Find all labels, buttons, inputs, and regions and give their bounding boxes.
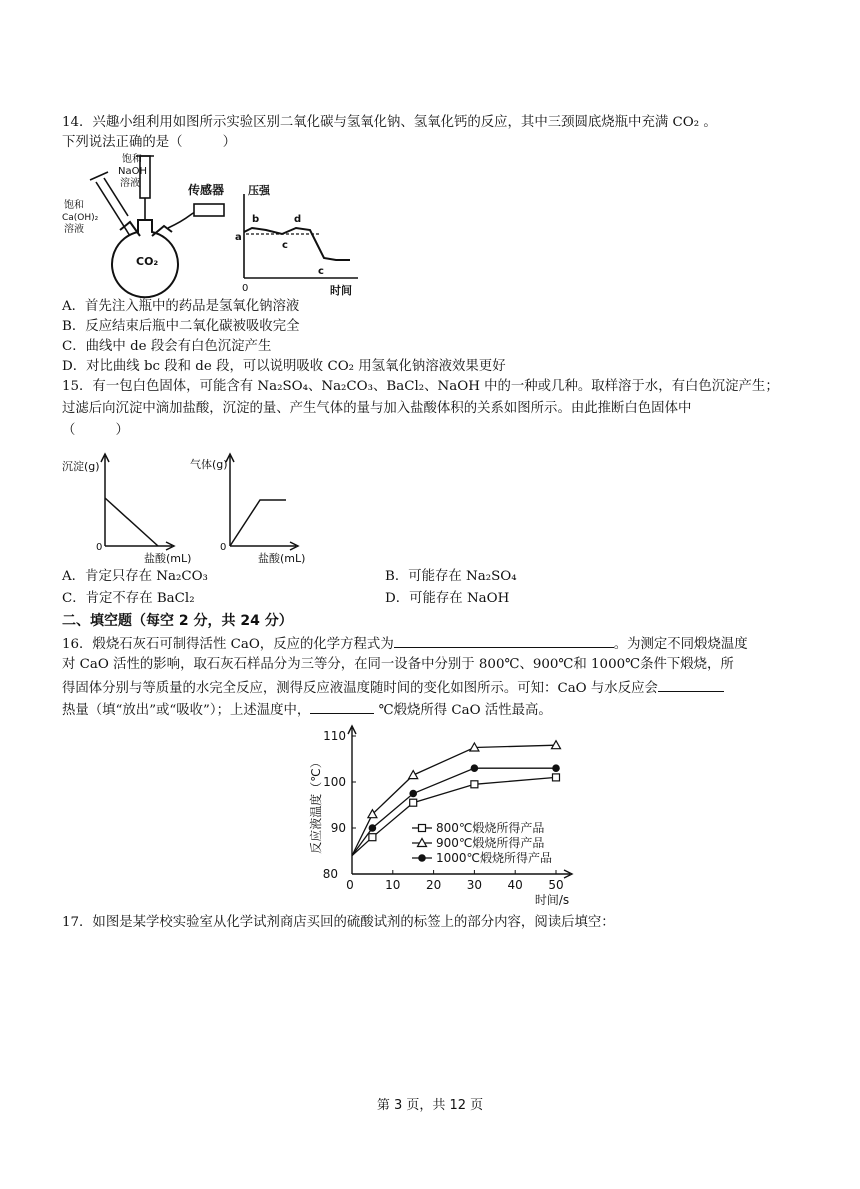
q16-line-4 bbox=[62, 700, 552, 720]
q14-apparatus-figure bbox=[60, 150, 370, 298]
x-axis-title: 时间/s bbox=[534, 893, 570, 907]
pressure-graph bbox=[244, 194, 358, 278]
data-point-square bbox=[410, 799, 417, 806]
y-tick-label: 110 bbox=[323, 729, 346, 743]
label-naoh-3: 溶液 bbox=[120, 178, 140, 189]
point-d: d bbox=[294, 214, 302, 225]
data-point-square bbox=[553, 774, 560, 781]
x-tick-label: 10 bbox=[385, 878, 401, 892]
x-tick-label: 0 bbox=[346, 878, 354, 892]
data-point-square bbox=[471, 781, 478, 788]
data-point-circle bbox=[552, 764, 560, 772]
graph2-xlabel: 盐酸(mL) bbox=[258, 552, 306, 565]
answer-blank-equation[interactable] bbox=[394, 634, 614, 648]
q16-line-3 bbox=[62, 678, 724, 698]
q15-graphs bbox=[60, 450, 306, 570]
y-tick-label: 80 bbox=[322, 867, 338, 881]
q15-stem-3: （ ） bbox=[62, 423, 129, 438]
y-tick-label: 90 bbox=[330, 821, 346, 835]
x-tick-label: 20 bbox=[425, 878, 442, 892]
q16-line-2: 对 CaO 活性的影响，取石灰石样品分为三等分，在同一设备中分别于 800℃、900℃和 1000℃条件下煅烧，所 bbox=[62, 657, 734, 672]
data-point-triangle bbox=[409, 771, 418, 779]
answer-blank-heat[interactable] bbox=[658, 678, 724, 692]
q15-option-a: A．肯定只存在 Na₂CO₃ bbox=[62, 569, 208, 584]
legend-label: 900℃煅烧所得产品 bbox=[436, 836, 545, 850]
q15-option-b: B．可能存在 Na₂SO₄ bbox=[385, 569, 517, 584]
graph1-ylabel: 沉淀(g) bbox=[62, 460, 100, 473]
graph-origin: 0 bbox=[242, 283, 249, 294]
q14-option-c: C．曲线中 de 段会有白色沉淀产生 bbox=[62, 339, 272, 354]
graph1-xlabel: 盐酸(mL) bbox=[144, 552, 192, 565]
label-naoh-2: NaOH bbox=[118, 166, 147, 177]
q15-stem-2: 过滤后向沉淀中滴加盐酸，沉淀的量、产生气体的量与加入盐酸体积的关系如图所示。由此推断白色固体中 bbox=[62, 401, 692, 416]
q15-option-d: D．可能存在 NaOH bbox=[385, 591, 510, 606]
q16-line-4a: 热量（填“放出”或“吸收”）；上述温度中， bbox=[62, 703, 311, 718]
data-point-circle bbox=[418, 854, 426, 862]
page-footer: 第 3 页，共 12 页 bbox=[376, 1098, 484, 1113]
point-c1: c bbox=[282, 240, 288, 251]
q14-option-a: A．首先注入瓶中的药品是氢氧化钠溶液 bbox=[62, 299, 300, 314]
q17-stem: 17．如图是某学校实验室从化学试剂商店买回的硫酸试剂的标签上的部分内容，阅读后填空： bbox=[62, 915, 615, 930]
label-naoh-1: 饱和 bbox=[122, 154, 142, 165]
data-point-circle bbox=[471, 764, 479, 772]
q16-line-1b: 。为测定不同煅烧温度 bbox=[613, 637, 748, 652]
x-tick-label: 40 bbox=[507, 878, 523, 892]
label-flask-gas: CO₂ bbox=[136, 255, 159, 268]
q16-line-1 bbox=[62, 634, 748, 654]
label-sensor: 传感器 bbox=[188, 183, 225, 197]
pressure-axis-label: 压强 bbox=[248, 184, 270, 197]
point-b: b bbox=[252, 214, 260, 225]
temperature-chart bbox=[300, 722, 590, 918]
q16-line-3a: 得固体分别与等质量的水完全反应，测得反应液温度随时间的变化如图所示。可知：CaO 与水反应会 bbox=[62, 681, 658, 696]
y-axis-title: 反应液温度（℃） bbox=[309, 756, 323, 854]
q16-line-1a: 16．煅烧石灰石可制得活性 CaO，反应的化学方程式为 bbox=[62, 637, 394, 652]
answer-blank-temperature[interactable] bbox=[310, 700, 374, 714]
section-title: 二、填空题（每空 2 分，共 24 分） bbox=[62, 613, 293, 629]
data-point-circle bbox=[409, 790, 417, 798]
q14-stem-1: 14．兴趣小组利用如图所示实验区别二氧化碳与氢氧化钠、氢氧化钙的反应，其中三颈圆底烧瓶中充满 CO₂ 。 bbox=[62, 115, 717, 130]
point-a: a bbox=[235, 232, 242, 243]
graph2-ylabel: 气体(g) bbox=[190, 458, 228, 471]
q14-option-b: B．反应结束后瓶中二氧化碳被吸收完全 bbox=[62, 319, 300, 334]
data-point-square bbox=[419, 825, 426, 832]
legend-label: 800℃煅烧所得产品 bbox=[436, 821, 545, 835]
x-tick-label: 30 bbox=[466, 878, 483, 892]
y-tick-label: 100 bbox=[323, 775, 346, 789]
legend-label: 1000℃煅烧所得产品 bbox=[436, 851, 553, 865]
q15-stem-1: 15．有一包白色固体，可能含有 Na₂SO₄、Na₂CO₃、BaCl₂、NaOH 中的一种或几种。取样溶于水，有白色沉淀产生； bbox=[62, 379, 779, 394]
graph1-origin: 0 bbox=[96, 542, 103, 553]
q14-stem-2: 下列说法正确的是（ ） bbox=[62, 135, 237, 150]
label-caoh-2: Ca(OH)₂ bbox=[62, 213, 99, 223]
label-caoh-1: 饱和 bbox=[64, 200, 84, 211]
time-axis-label: 时间 bbox=[330, 284, 352, 297]
graph2-origin: 0 bbox=[220, 542, 227, 553]
data-point-circle bbox=[369, 824, 377, 832]
point-c2: c bbox=[318, 266, 324, 277]
q14-option-d: D．对比曲线 bc 段和 de 段，可以说明吸收 CO₂ 用氢氧化钠溶液效果更好 bbox=[62, 359, 506, 374]
q15-option-c: C．肯定不存在 BaCl₂ bbox=[62, 591, 195, 606]
q16-line-4b: ℃煅烧所得 CaO 活性最高。 bbox=[374, 703, 552, 718]
sensor-box bbox=[194, 204, 224, 216]
label-caoh-3: 溶液 bbox=[64, 224, 84, 235]
x-tick-label: 50 bbox=[548, 878, 564, 892]
data-point-square bbox=[369, 834, 376, 841]
